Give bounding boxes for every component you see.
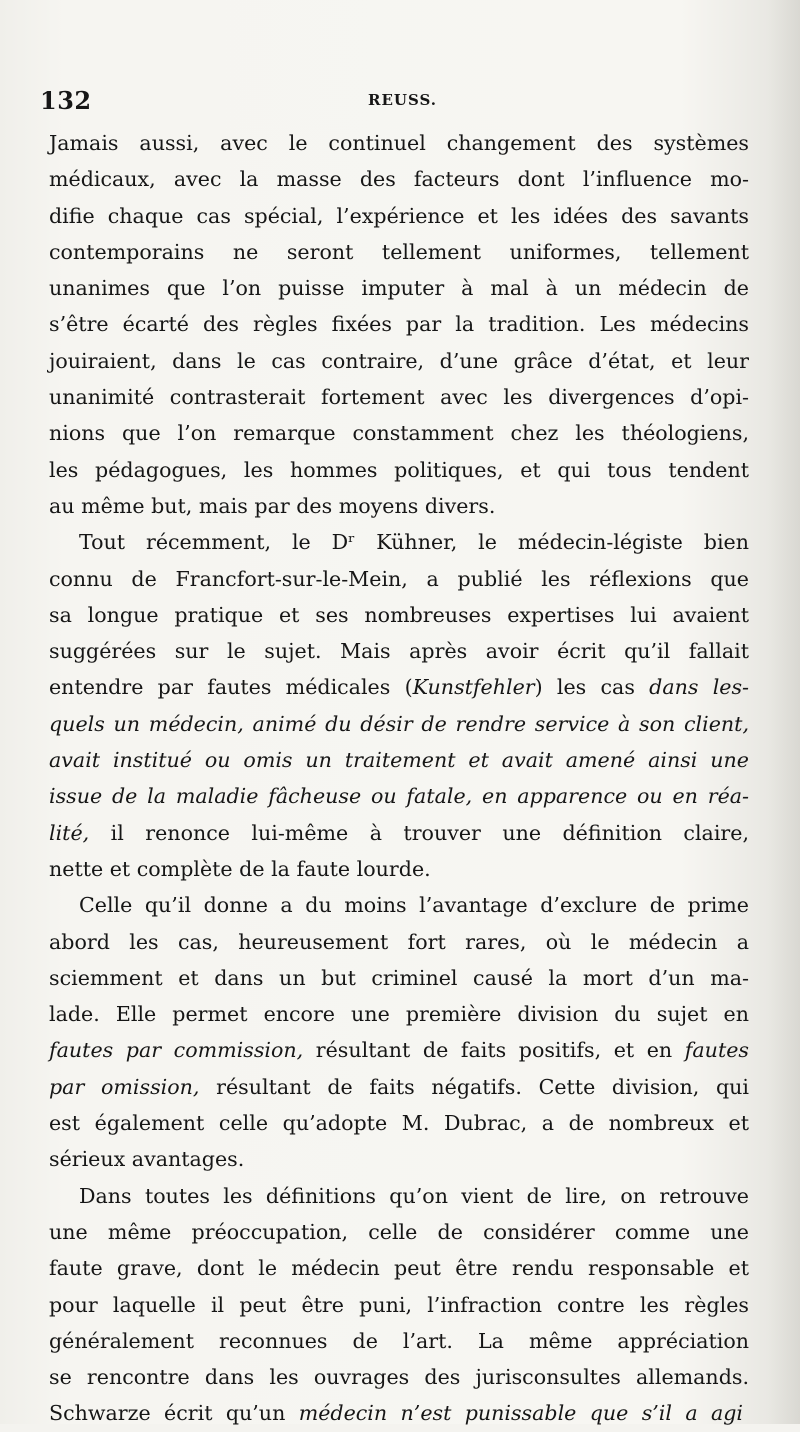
text-segment: jouiraient, dans le cas contraire, d’une grâce d’état, et leur <box>49 348 749 373</box>
text-segment: Jamais aussi, avec le continuel changement des systèmes <box>49 131 749 155</box>
italic-text: quels un médecin, animé du désir de rendre service à son client, <box>49 711 749 736</box>
text-line <box>49 1214 749 1250</box>
text-line <box>49 815 749 851</box>
text-line <box>49 1359 749 1395</box>
italic-text: dans les- <box>649 675 750 700</box>
text-line <box>49 669 749 705</box>
italic-text: par omission, <box>49 1074 200 1099</box>
italic-text: lité, <box>49 820 90 845</box>
text-line <box>49 1323 749 1359</box>
body-text <box>49 125 749 1432</box>
page-header <box>40 86 740 120</box>
text-line <box>49 1069 749 1105</box>
text-line <box>49 306 749 342</box>
text-line <box>49 706 749 742</box>
text-line <box>49 234 749 270</box>
text-line <box>49 524 749 560</box>
text-segment: Schwarze écrit qu’un <box>49 1401 299 1426</box>
text-segment: entendre par fautes médicales ( <box>49 675 413 700</box>
text-line <box>49 198 749 234</box>
text-line <box>49 1395 743 1431</box>
text-line <box>49 452 749 488</box>
text-line <box>49 887 749 923</box>
text-segment: au même but, mais par des moyens divers. <box>49 493 496 518</box>
text-line <box>49 960 749 996</box>
text-segment: résultant de faits négatifs. Cette division, qui <box>199 1074 749 1099</box>
text-segment: suggérées sur le sujet. Mais après avoir écrit qu’il fallait <box>49 639 749 664</box>
text-segment: généralement reconnues de l’art. La même appréciation <box>49 1328 749 1353</box>
italic-text: Kunstfehler <box>412 675 535 700</box>
text-line <box>49 742 749 778</box>
text-line <box>49 597 749 633</box>
text-segment: abord les cas, heureusement fort rares, où le médecin a <box>49 929 749 954</box>
text-segment: connu de Francfort-sur-le-Mein, a publié les réflexions que <box>49 566 749 591</box>
text-segment: Tout récemment, le Dʳ Kühner, le médecin-légiste bien <box>79 530 749 555</box>
text-segment: lade. Elle permet encore une première division du sujet en <box>49 1002 749 1027</box>
running-title: REUSS. <box>368 91 438 109</box>
text-line <box>49 161 749 197</box>
italic-text: avait institué ou omis un traitement et avait amené ainsi une <box>49 748 749 773</box>
text-line <box>49 488 749 524</box>
text-line <box>49 125 749 161</box>
text-line <box>49 1178 749 1214</box>
text-segment: est également celle qu’adopte M. Dubrac, a de nombreux et <box>49 1111 749 1136</box>
text-line <box>49 1250 749 1286</box>
text-segment: nions que l’on remarque constamment chez les théologiens, <box>49 421 749 446</box>
italic-text: issue de la maladie fâcheuse ou fatale, en apparence ou en réa- <box>49 784 749 809</box>
text-segment: sciemment et dans un but criminel causé la mort d’un ma- <box>49 965 749 990</box>
text-segment: nette et complète de la faute lourde. <box>49 856 431 881</box>
text-segment: les pédagogues, les hommes politiques, et qui tous tendent <box>49 457 749 482</box>
text-line <box>49 343 749 379</box>
text-segment: unanimité contrasterait fortement avec les divergences d’opi- <box>49 385 749 410</box>
text-line <box>49 415 749 451</box>
italic-text: fautes par commission, <box>49 1038 304 1063</box>
text-line <box>49 1287 749 1323</box>
text-line <box>49 379 749 415</box>
text-segment: sa longue pratique et ses nombreuses expertises lui avaient <box>49 602 749 627</box>
text-segment: unanimes que l’on puisse imputer à mal à un médecin de <box>49 276 749 301</box>
text-segment: difie chaque cas spécial, l’expérience et les idées des savants <box>49 203 749 228</box>
text-line <box>49 633 749 669</box>
text-segment: une même préoccupation, celle de considérer comme une <box>49 1219 749 1244</box>
text-segment: contemporains ne seront tellement uniformes, tellement <box>49 239 749 264</box>
text-segment: se rencontre dans les ouvrages des jurisconsultes allemands. <box>49 1365 749 1390</box>
text-line <box>49 924 749 960</box>
text-segment: résultant de faits positifs, et en <box>303 1038 685 1063</box>
text-segment: il renonce lui-même à trouver une définition claire, <box>89 820 749 845</box>
text-segment: pour laquelle il peut être puni, l’infraction contre les règles <box>49 1292 749 1317</box>
text-line <box>49 561 749 597</box>
text-line <box>49 778 749 814</box>
page-number: 132 <box>40 86 92 115</box>
italic-text: fautes <box>684 1038 749 1063</box>
text-line <box>49 1141 749 1177</box>
text-segment: sérieux avantages. <box>49 1147 245 1172</box>
text-segment: Dans toutes les définitions qu’on vient de lire, on retrouve <box>79 1183 749 1208</box>
text-segment: s’être écarté des règles fixées par la tradition. Les médecins <box>49 312 749 337</box>
text-segment: Celle qu’il donne a du moins l’avantage d’exclure de prime <box>79 893 749 918</box>
text-segment: médicaux, avec la masse des facteurs dont l’influence mo- <box>49 167 749 192</box>
text-line <box>49 270 749 306</box>
text-line <box>49 851 749 887</box>
text-line <box>49 1105 749 1141</box>
text-line <box>49 1032 749 1068</box>
italic-text: médecin n’est punissable que s’il a agi <box>298 1401 743 1426</box>
text-segment: faute grave, dont le médecin peut être rendu responsable et <box>49 1256 749 1281</box>
text-segment: ) les cas <box>534 675 650 700</box>
text-line <box>49 996 749 1032</box>
